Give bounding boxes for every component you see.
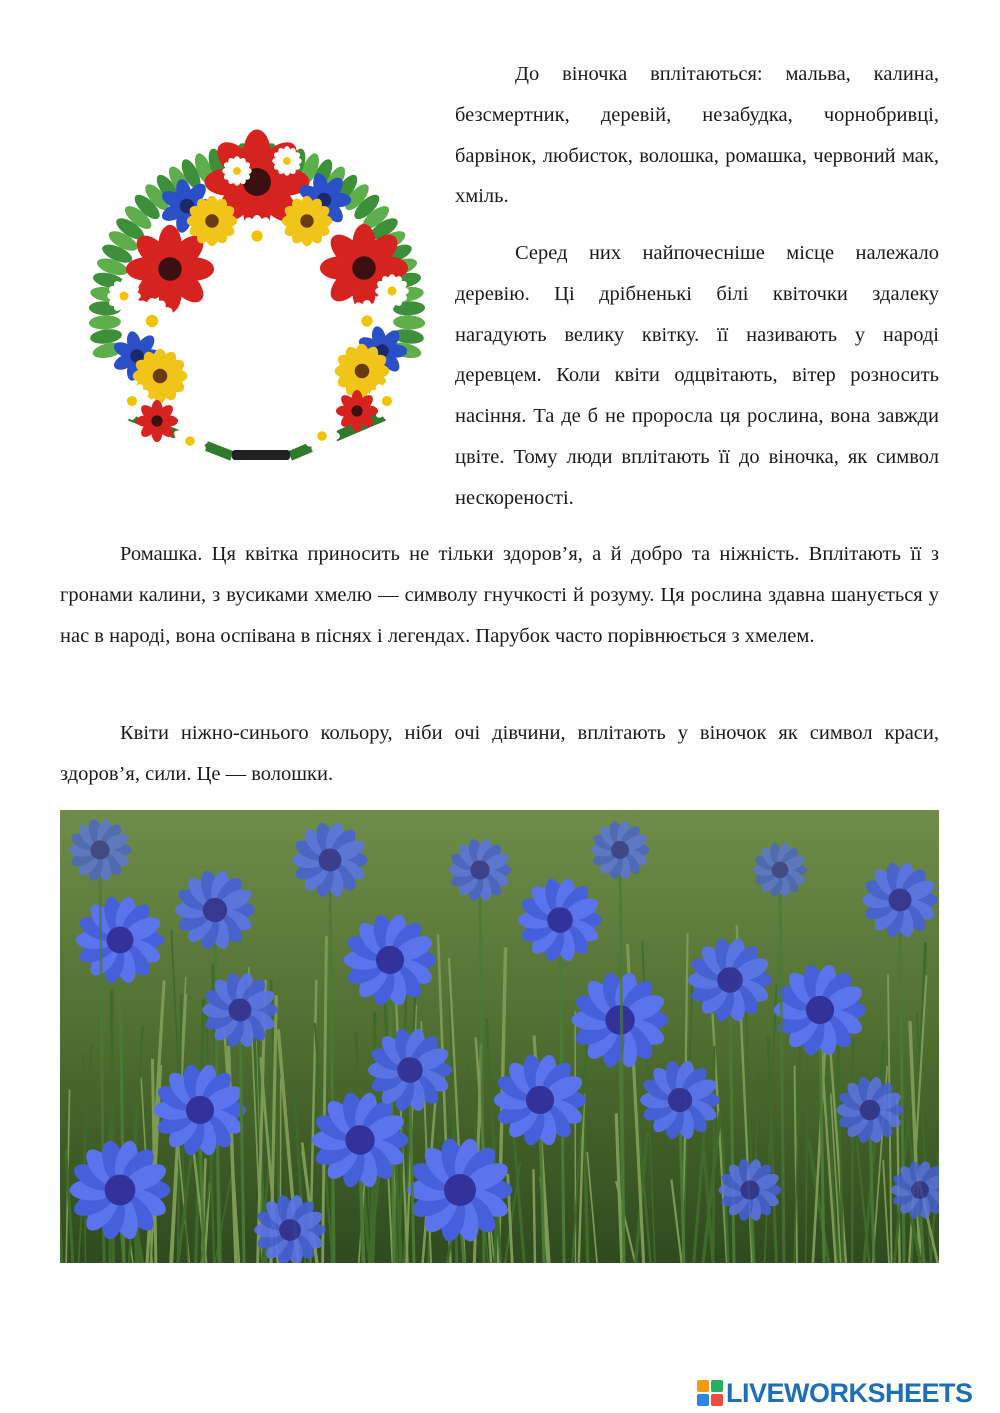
liveworksheets-logo-text: LIVEWORKSHEETS (726, 1377, 973, 1408)
paragraph-yarrow: Серед них найпочесніше місце належало деревію. Ці дрібненькі білі квіточки здалеку нагадують велику квітку. її називають у народі деревцем. Коли квіти одцвітають, вітер розносить насіння. Та де б не проросла ця рослина, вона завжди цвіте. Тому люди вплітають її до віночка, як символ нескореності. (455, 242, 939, 509)
paragraph-chamomile: Ромашка. Ця квітка приносить не тільки здоров’я, а й добро та ніжність. Вплітають її з гронами калини, з вусиками хмелю — символу гнучкості й розуму. Ця рослина здавна шанується у нас в народі, вона оспівана в піснях і легендах. Парубок часто порівнюється з хмелем. (60, 543, 939, 647)
paragraph-wreath-flowers: До віночка вплітаються: мальва, калина, безсмертник, деревій, незабудка, чорнобривці, барвінок, любисток, волошка, ромашка, червоний мак, хміль. (455, 63, 939, 208)
paragraph-cornflowers: Квіти ніжно-синього кольору, ніби очі дівчини, вплітають у віночок як символ краси, здоров’я, сили. Це — волошки. (60, 722, 939, 785)
liveworksheets-logo-icon (697, 1380, 723, 1406)
wreath-clasp (232, 450, 290, 460)
cornflowers-photo (60, 810, 939, 1263)
wreath-image (72, 116, 442, 468)
liveworksheets-logo (697, 1378, 973, 1408)
